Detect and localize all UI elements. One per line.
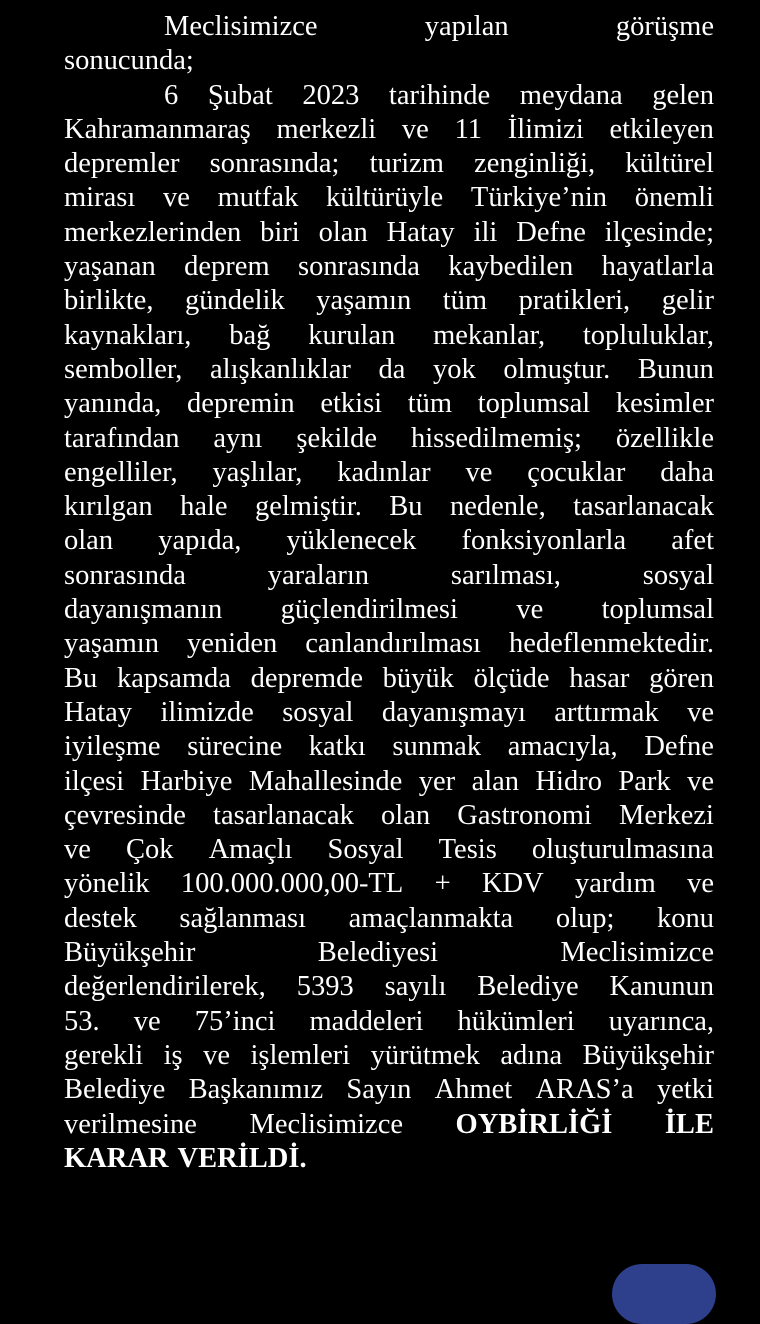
word: + bbox=[434, 868, 451, 900]
word: Kahramanmaraş bbox=[64, 113, 251, 145]
word: ve bbox=[162, 182, 190, 214]
text-line bbox=[64, 1108, 714, 1142]
text-line bbox=[64, 970, 714, 1004]
word: büyük bbox=[382, 662, 454, 694]
text-line bbox=[64, 422, 714, 456]
word: iyileşme bbox=[64, 731, 161, 763]
word: zenginliği, bbox=[474, 148, 596, 180]
bold-word: KARAR bbox=[64, 1142, 169, 1174]
word: aynı bbox=[213, 422, 263, 454]
text-line bbox=[64, 936, 714, 970]
word: kültürel bbox=[625, 148, 714, 180]
word: 53. bbox=[64, 1005, 100, 1037]
word: tarafından bbox=[64, 422, 180, 454]
word: ve bbox=[516, 594, 544, 626]
word: kapsamda bbox=[116, 662, 231, 694]
word: ve bbox=[465, 456, 493, 488]
word: destek bbox=[64, 902, 137, 934]
word: turizm bbox=[369, 148, 444, 180]
word: Bu bbox=[64, 662, 98, 694]
word: biri bbox=[260, 216, 300, 248]
word: yardım bbox=[575, 868, 656, 900]
text-line bbox=[64, 319, 714, 353]
text-line bbox=[64, 490, 714, 524]
word: Defne bbox=[516, 216, 586, 248]
text-line bbox=[64, 1005, 714, 1039]
word: amacıyla, bbox=[507, 731, 618, 763]
word: KDV bbox=[481, 868, 544, 900]
word: gelmiştir. bbox=[254, 491, 362, 523]
word: sosyal bbox=[282, 696, 354, 728]
word: ve bbox=[203, 1039, 230, 1071]
word: ve bbox=[401, 113, 429, 145]
bold-word: OYBİRLİĞİ bbox=[455, 1108, 613, 1140]
word: sarılması, bbox=[450, 559, 561, 591]
text-line bbox=[64, 765, 714, 799]
word: bağ bbox=[229, 319, 271, 351]
text-line bbox=[64, 387, 714, 421]
word: değerlendirilerek, bbox=[64, 971, 266, 1003]
word: fonksiyonlarla bbox=[461, 525, 627, 557]
word: yönelik bbox=[64, 868, 150, 900]
word: uyarınca, bbox=[608, 1005, 714, 1037]
word: toplumsal bbox=[601, 594, 714, 626]
word: olan bbox=[318, 216, 368, 248]
word: daha bbox=[660, 456, 714, 488]
text-line bbox=[64, 147, 714, 181]
word: afet bbox=[671, 525, 714, 557]
word: olan bbox=[381, 799, 431, 831]
bold-word: VERİLDİ. bbox=[177, 1142, 307, 1174]
text-line bbox=[64, 250, 714, 284]
text-line bbox=[64, 799, 714, 833]
word: sosyal bbox=[642, 559, 714, 591]
word: sayılı bbox=[384, 971, 447, 1003]
word: Bunun bbox=[637, 353, 714, 385]
word: birlikte, bbox=[64, 285, 154, 317]
word: yaşamın bbox=[316, 285, 412, 317]
word: depremde bbox=[250, 662, 363, 694]
word: tüm bbox=[442, 285, 488, 317]
word: yaraların bbox=[267, 559, 370, 591]
word: İlimizi bbox=[507, 113, 584, 145]
word: önemli bbox=[634, 182, 714, 214]
word: ve bbox=[133, 1005, 161, 1037]
word: Çok bbox=[125, 834, 174, 866]
word: nedenle, bbox=[449, 491, 546, 523]
text-line bbox=[64, 662, 714, 696]
word: kaybedilen bbox=[448, 251, 574, 283]
word: gündelik bbox=[184, 285, 285, 317]
document-body bbox=[64, 10, 714, 1176]
text-line bbox=[64, 524, 714, 558]
word: Büyükşehir bbox=[64, 937, 196, 969]
word: maddeleri bbox=[309, 1005, 424, 1037]
word: sağlanması bbox=[179, 902, 307, 934]
word: depremin bbox=[187, 388, 295, 420]
word: meydana bbox=[519, 79, 623, 111]
word: Belediye bbox=[477, 971, 579, 1003]
text-line bbox=[64, 696, 714, 730]
word: ilçesi bbox=[64, 765, 125, 797]
word: gören bbox=[649, 662, 714, 694]
word: hedeflenmektedir. bbox=[509, 628, 714, 660]
word: merkezli bbox=[276, 113, 377, 145]
word: ve bbox=[64, 834, 91, 866]
word: hasar bbox=[569, 662, 630, 694]
text-line bbox=[64, 730, 714, 764]
word: yapıda, bbox=[158, 525, 242, 557]
word: Defne bbox=[644, 731, 714, 763]
word: arttırmak bbox=[554, 696, 659, 728]
text-line bbox=[64, 1073, 714, 1107]
word: sonrasında bbox=[64, 559, 186, 591]
word: Türkiye’nin bbox=[470, 182, 608, 214]
word: kurulan bbox=[308, 319, 396, 351]
word: canlandırılması bbox=[305, 628, 481, 660]
word: şekilde bbox=[296, 422, 378, 454]
word: merkezlerinden bbox=[64, 216, 242, 248]
word: görüşme bbox=[615, 11, 714, 42]
word: Şubat bbox=[207, 79, 273, 111]
text-line bbox=[64, 181, 714, 215]
word: 11 bbox=[454, 113, 483, 145]
word: etkileyen bbox=[609, 113, 714, 145]
word: olup; bbox=[555, 902, 615, 934]
word: mirası bbox=[64, 182, 136, 214]
word: Meclisimizce bbox=[249, 1108, 404, 1140]
word: Sayın bbox=[346, 1074, 412, 1106]
word: olmuştur. bbox=[503, 353, 611, 385]
text-line bbox=[64, 627, 714, 661]
word: tarihinde bbox=[388, 79, 491, 111]
word: tasarlanacak bbox=[213, 799, 354, 831]
text-line bbox=[64, 1039, 714, 1073]
bold-word: İLE bbox=[664, 1108, 714, 1140]
word: çocuklar bbox=[527, 456, 626, 488]
word: Meclisimizce bbox=[164, 11, 318, 42]
word: hale bbox=[180, 491, 228, 523]
word: ve bbox=[687, 765, 714, 797]
word: alan bbox=[471, 765, 520, 797]
word: Büyükşehir bbox=[582, 1039, 714, 1071]
text-line bbox=[64, 79, 714, 113]
word: amaçlanmakta bbox=[348, 902, 514, 934]
word: mekanlar, bbox=[433, 319, 546, 351]
word: ARAS’a bbox=[535, 1074, 634, 1106]
word: Ahmet bbox=[434, 1074, 513, 1106]
word: işlemleri bbox=[250, 1039, 351, 1071]
word: yetki bbox=[656, 1074, 714, 1106]
word: 6 bbox=[164, 79, 179, 111]
word: semboller, bbox=[64, 353, 183, 385]
word: yaşanan bbox=[64, 251, 156, 283]
word: oluşturulmasına bbox=[531, 834, 714, 866]
text-line bbox=[64, 1142, 714, 1176]
word: Başkanımız bbox=[188, 1074, 324, 1106]
word: Hatay bbox=[64, 696, 133, 728]
word: iş bbox=[163, 1039, 183, 1071]
text-line bbox=[64, 113, 714, 147]
word: verilmesine bbox=[64, 1108, 197, 1140]
text-line bbox=[64, 902, 714, 936]
word: konu bbox=[657, 902, 714, 934]
text-line bbox=[64, 456, 714, 490]
word: sürecine bbox=[187, 731, 283, 763]
word: Tesis bbox=[438, 834, 497, 866]
word: depremler bbox=[64, 148, 180, 180]
word: topluluklar, bbox=[582, 319, 714, 351]
word: kesimler bbox=[615, 388, 714, 420]
word: 100.000.000,00-TL bbox=[180, 868, 404, 900]
word: yaşamın bbox=[64, 628, 159, 660]
word: kültürüyle bbox=[326, 182, 444, 214]
text-line bbox=[64, 593, 714, 627]
word: ili bbox=[473, 216, 498, 248]
word: hayatlarla bbox=[601, 251, 714, 283]
word: etkisi bbox=[320, 388, 383, 420]
word: Belediyesi bbox=[317, 937, 439, 969]
word: yeniden bbox=[187, 628, 278, 660]
word: 5393 bbox=[296, 971, 354, 1003]
word: katkı bbox=[308, 731, 366, 763]
word: özellikle bbox=[615, 422, 714, 454]
text-line bbox=[64, 559, 714, 593]
word: yüklenecek bbox=[286, 525, 417, 557]
word: ve bbox=[687, 696, 714, 728]
word: Belediye bbox=[64, 1074, 166, 1106]
word: Meclisimizce bbox=[560, 937, 714, 969]
word: Hatay bbox=[386, 216, 455, 248]
word: ölçüde bbox=[473, 662, 550, 694]
text-line bbox=[64, 867, 714, 901]
word: sunmak bbox=[392, 731, 482, 763]
word: Sosyal bbox=[327, 834, 404, 866]
word: hükümleri bbox=[457, 1005, 575, 1037]
word: dayanışmayı bbox=[381, 696, 526, 728]
word: güçlendirilmesi bbox=[280, 594, 458, 626]
word: 75’inci bbox=[194, 1005, 276, 1037]
word: Mahallesinde bbox=[248, 765, 403, 797]
word: toplumsal bbox=[477, 388, 591, 420]
word: adına bbox=[500, 1039, 563, 1071]
text-line bbox=[64, 10, 714, 44]
word: ve bbox=[687, 868, 714, 900]
word: yok bbox=[433, 353, 476, 385]
word: sonrasında bbox=[297, 251, 420, 283]
word: yaşlılar, bbox=[212, 456, 303, 488]
word: kaynakları, bbox=[64, 319, 192, 351]
word: pratikleri, bbox=[518, 285, 631, 317]
word: yanında, bbox=[64, 388, 162, 420]
word: Park bbox=[618, 765, 671, 797]
word: gelir bbox=[661, 285, 714, 317]
word: kadınlar bbox=[337, 456, 431, 488]
word: Merkezi bbox=[619, 799, 714, 831]
word: yer bbox=[418, 765, 456, 797]
word: yürütmek bbox=[370, 1039, 480, 1071]
text-line bbox=[64, 44, 714, 78]
text-line bbox=[64, 353, 714, 387]
text-line bbox=[64, 833, 714, 867]
word: ilimizde bbox=[160, 696, 254, 728]
word: tasarlanacak bbox=[573, 491, 714, 523]
word: hissedilmemiş; bbox=[410, 422, 582, 454]
word: Kanunun bbox=[609, 971, 714, 1003]
word: Hidro bbox=[535, 765, 602, 797]
word: sonucunda; bbox=[64, 45, 194, 77]
word: kırılgan bbox=[64, 491, 153, 523]
word: sonrasında; bbox=[209, 148, 340, 180]
word: olan bbox=[64, 525, 114, 557]
word: mutfak bbox=[217, 182, 299, 214]
word: alışkanlıklar bbox=[210, 353, 351, 385]
word: çevresinde bbox=[64, 799, 186, 831]
word: Bu bbox=[389, 491, 423, 523]
word: tüm bbox=[407, 388, 453, 420]
text-line bbox=[64, 216, 714, 250]
word: dayanışmanın bbox=[64, 594, 223, 626]
word: gelen bbox=[652, 79, 714, 111]
word: da bbox=[378, 353, 406, 385]
word: Amaçlı bbox=[208, 834, 293, 866]
word: ilçesinde; bbox=[604, 216, 714, 248]
text-line bbox=[64, 284, 714, 318]
word: 2023 bbox=[302, 79, 360, 111]
word: Gastronomi bbox=[457, 799, 592, 831]
floating-action-button[interactable] bbox=[612, 1264, 716, 1324]
word: deprem bbox=[184, 251, 270, 283]
word: engelliler, bbox=[64, 456, 178, 488]
word: yapılan bbox=[424, 11, 509, 42]
word: Harbiye bbox=[140, 765, 233, 797]
word: gerekli bbox=[64, 1039, 144, 1071]
